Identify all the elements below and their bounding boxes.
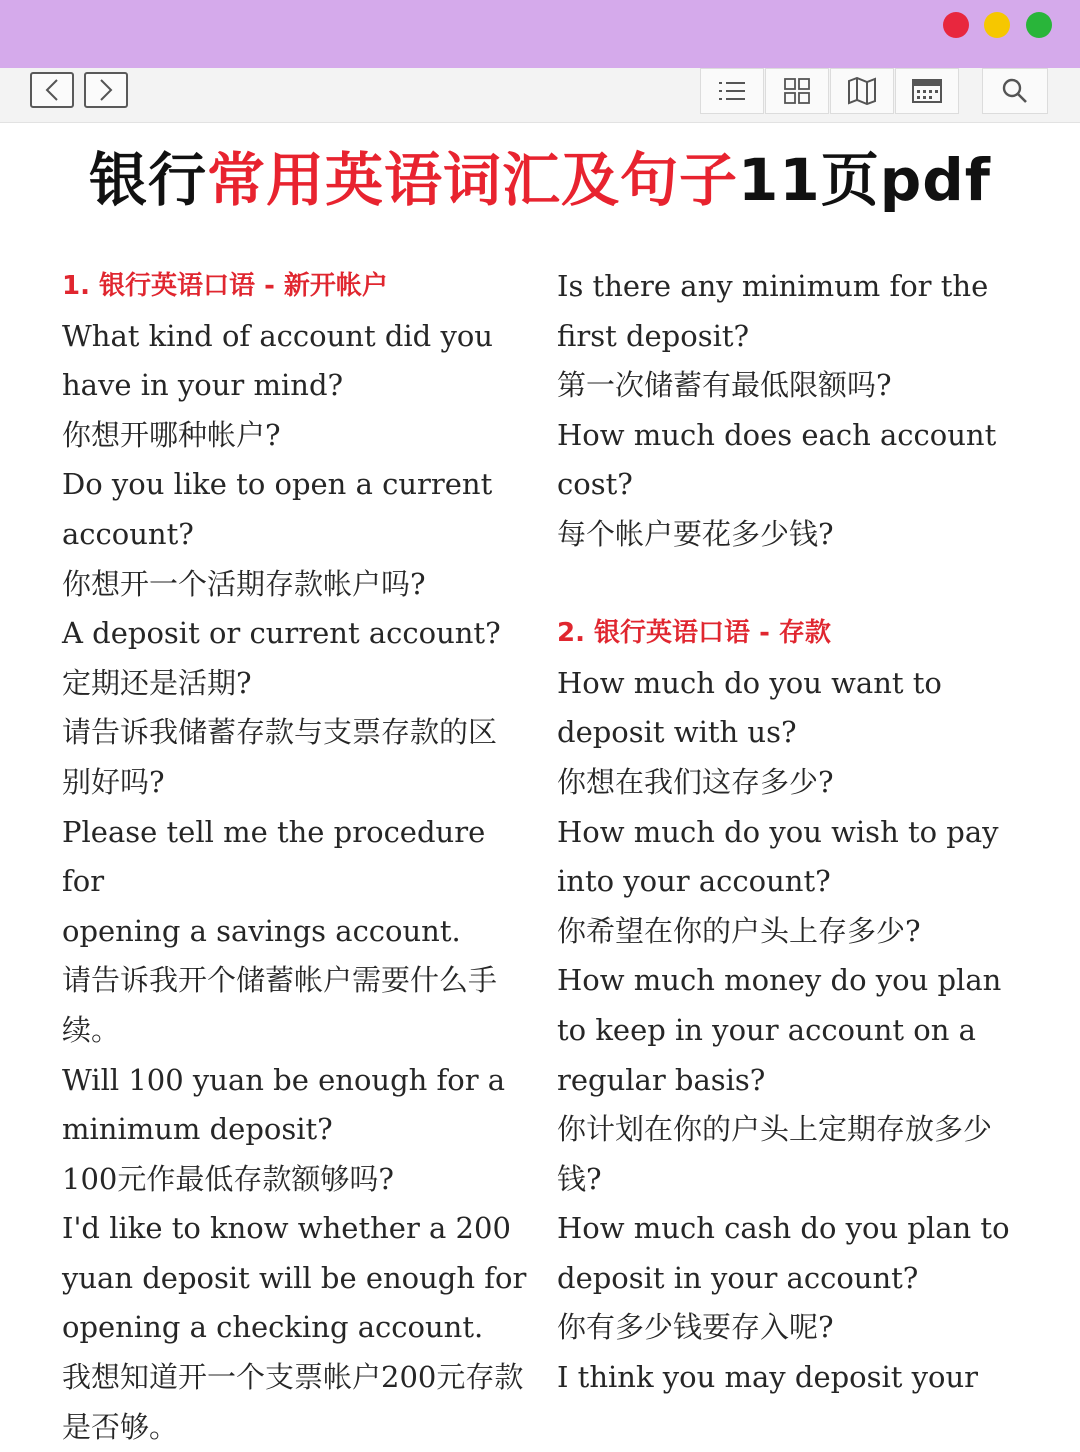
text-line: How much money do you plan xyxy=(557,963,1002,998)
title-part: 银行 xyxy=(88,146,207,214)
forward-button[interactable] xyxy=(84,72,128,108)
text-line: 是否够。 xyxy=(62,1409,179,1444)
section-heading: 2. 银行英语口语 - 存款 xyxy=(557,618,831,649)
text-line: 续。 xyxy=(62,1012,121,1047)
text-line: 每个帐户要花多少钱? xyxy=(557,516,834,551)
text-line: 你想在我们这存多少? xyxy=(557,764,834,799)
search-button[interactable] xyxy=(982,68,1048,114)
chevron-left-icon xyxy=(45,78,59,102)
page-title xyxy=(0,140,1080,220)
text-line: How much does each account xyxy=(557,417,997,452)
back-button[interactable] xyxy=(30,72,74,108)
text-line: How much do you wish to pay xyxy=(557,814,999,849)
maximize-window-button[interactable] xyxy=(1026,12,1052,38)
text-line: yuan deposit will be enough for xyxy=(62,1260,527,1295)
list-icon xyxy=(717,79,747,103)
text-line: opening a checking account. xyxy=(62,1310,484,1345)
text-line: 你希望在你的户头上存多少? xyxy=(557,913,921,948)
text-line: deposit with us? xyxy=(557,715,797,750)
text-line: 别好吗? xyxy=(62,764,165,799)
text-line: 100元作最低存款额够吗? xyxy=(62,1161,394,1196)
text-line: 请告诉我储蓄存款与支票存款的区 xyxy=(62,715,498,750)
text-line: A deposit or current account? xyxy=(62,616,501,651)
text-line: opening a savings account. xyxy=(62,913,461,948)
text-line: first deposit? xyxy=(557,318,750,353)
calendar-view-button[interactable] xyxy=(895,68,959,114)
text-line: 你想开一个活期存款帐户吗? xyxy=(62,566,426,601)
text-line: 你计划在你的户头上定期存放多少 xyxy=(557,1112,993,1147)
text-line: cost? xyxy=(557,467,633,502)
text-line: into your account? xyxy=(557,864,831,899)
left-column xyxy=(62,262,532,1452)
text-line: Please tell me the procedure for xyxy=(62,814,486,899)
grid-view-button[interactable] xyxy=(765,68,829,114)
search-icon xyxy=(1001,77,1029,105)
grid-icon xyxy=(784,78,810,104)
right-column xyxy=(557,262,1037,1403)
text-line: Do you like to open a current xyxy=(62,467,493,502)
title-part: 常用英语词汇及句子 xyxy=(207,146,739,214)
spacer xyxy=(557,560,1037,610)
text-line: 第一次储蓄有最低限额吗? xyxy=(557,368,892,403)
toolbar xyxy=(0,68,1080,123)
text-line: 钱? xyxy=(557,1161,602,1196)
text-line: Is there any minimum for the xyxy=(557,269,989,303)
window-titlebar xyxy=(0,0,1080,68)
text-line: 请告诉我开个储蓄帐户需要什么手 xyxy=(62,963,498,998)
minimize-window-button[interactable] xyxy=(984,12,1010,38)
text-line: How much do you want to xyxy=(557,665,942,700)
text-line: 你想开哪种帐户? xyxy=(62,417,281,452)
text-line: I'd like to know whether a 200 xyxy=(62,1211,511,1246)
map-view-button[interactable] xyxy=(830,68,894,114)
text-line: How much cash do you plan to xyxy=(557,1211,1010,1246)
text-line: 你有多少钱要存入呢? xyxy=(557,1310,834,1345)
chevron-right-icon xyxy=(99,78,113,102)
section-heading: 1. 银行英语口语 - 新开帐户 xyxy=(62,271,388,301)
calendar-icon xyxy=(912,78,942,104)
text-line: 我想知道开一个支票帐户200元存款 xyxy=(62,1360,524,1395)
title-part: 11页pdf xyxy=(738,146,991,214)
text-line: 定期还是活期? xyxy=(62,665,252,700)
text-line: have in your mind? xyxy=(62,368,344,403)
text-line: I think you may deposit your xyxy=(557,1360,979,1395)
text-line: deposit in your account? xyxy=(557,1260,919,1295)
text-line: regular basis? xyxy=(557,1062,766,1097)
text-line: to keep in your account on a xyxy=(557,1012,976,1047)
text-line: What kind of account did you xyxy=(62,318,493,353)
text-line: Will 100 yuan be enough for a xyxy=(62,1062,506,1097)
close-window-button[interactable] xyxy=(943,12,969,38)
text-line: account? xyxy=(62,516,194,551)
map-icon xyxy=(847,77,877,105)
list-view-button[interactable] xyxy=(700,68,764,114)
text-line: minimum deposit? xyxy=(62,1112,333,1147)
